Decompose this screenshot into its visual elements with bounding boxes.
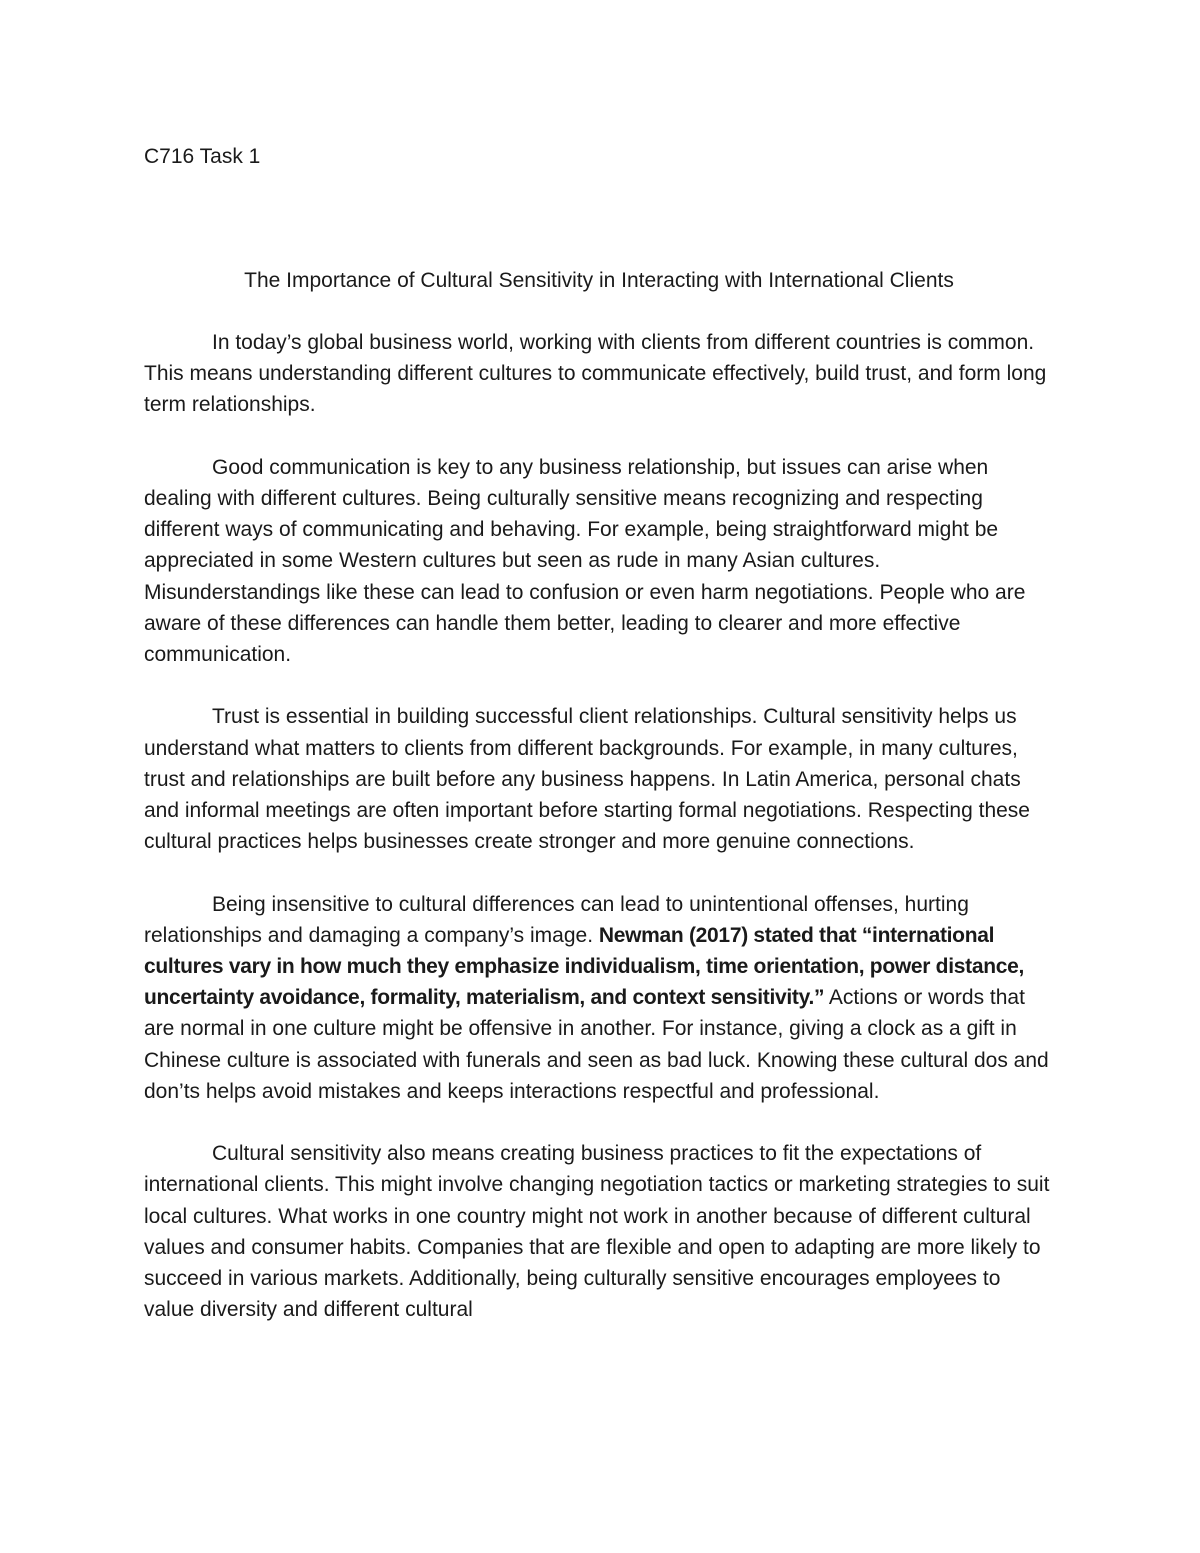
paragraph-text-after-quote: Actions or words that are normal in one culture might be offensive in another. For instance, giving a clock as a gift in Chinese culture is associated with funerals and seen as bad luck. Knowing these cultural dos and don’ts helps avoid mistakes and keeps interactions respectful and professional. [144, 986, 1049, 1103]
document-body [144, 327, 1056, 1357]
paragraph-intro: In today’s global business world, working with clients from different countries is common. This means understanding different cultures to communicate effectively, build trust, and form long term relationships. [144, 331, 1047, 417]
paragraph-communication: Good communication is key to any business relationship, but issues can arise when dealing with different cultures. Being culturally sensitive means recognizing and respecting different ways of communicating and behaving. For example, being straightforward might be appreciated in some Western cultures but seen as rude in many Asian cultures. Misunderstandings like these can lead to confusion or even harm negotiations. People who are aware of these differences can handle them better, leading to clearer and more effective communication. [144, 455, 1026, 667]
paragraph-text-before-quote: Being insensitive to cultural differences can lead to unintentional offenses, hurting relationships and damaging a company’s image. [144, 892, 969, 947]
newman-quote: Newman (2017) stated that “international cultures vary in how much they emphasize individualism, time orientation, power distance, uncertainty avoidance, formality, materialism, and context sensitivity.” [144, 923, 1025, 1010]
course-task-header: C716 Task 1 [144, 145, 261, 168]
paragraph-trust: Trust is essential in building successful client relationships. Cultural sensitivity helps us understand what matters to clients from different backgrounds. For example, in many cultures, trust and relationships are built before any business happens. In Latin America, personal chats and informal meetings are often important before starting formal negotiations. Respecting these cultural practices helps businesses create stronger and more genuine connections. [144, 705, 1030, 854]
paragraph-adaptation: Cultural sensitivity also means creating business practices to fit the expectations of international clients. This might involve changing negotiation tactics or marketing strategies to suit local cultures. What works in one country might not work in another because of different cultural values and consumer habits. Companies that are flexible and open to adapting are more likely to succeed in various markets. Additionally, being culturally sensitive encourages employees to value diversity and different cultural [144, 1142, 1050, 1322]
paragraph-insensitivity [144, 889, 1056, 1107]
document-title: The Importance of Cultural Sensitivity in Interacting with International Clients [244, 269, 954, 292]
